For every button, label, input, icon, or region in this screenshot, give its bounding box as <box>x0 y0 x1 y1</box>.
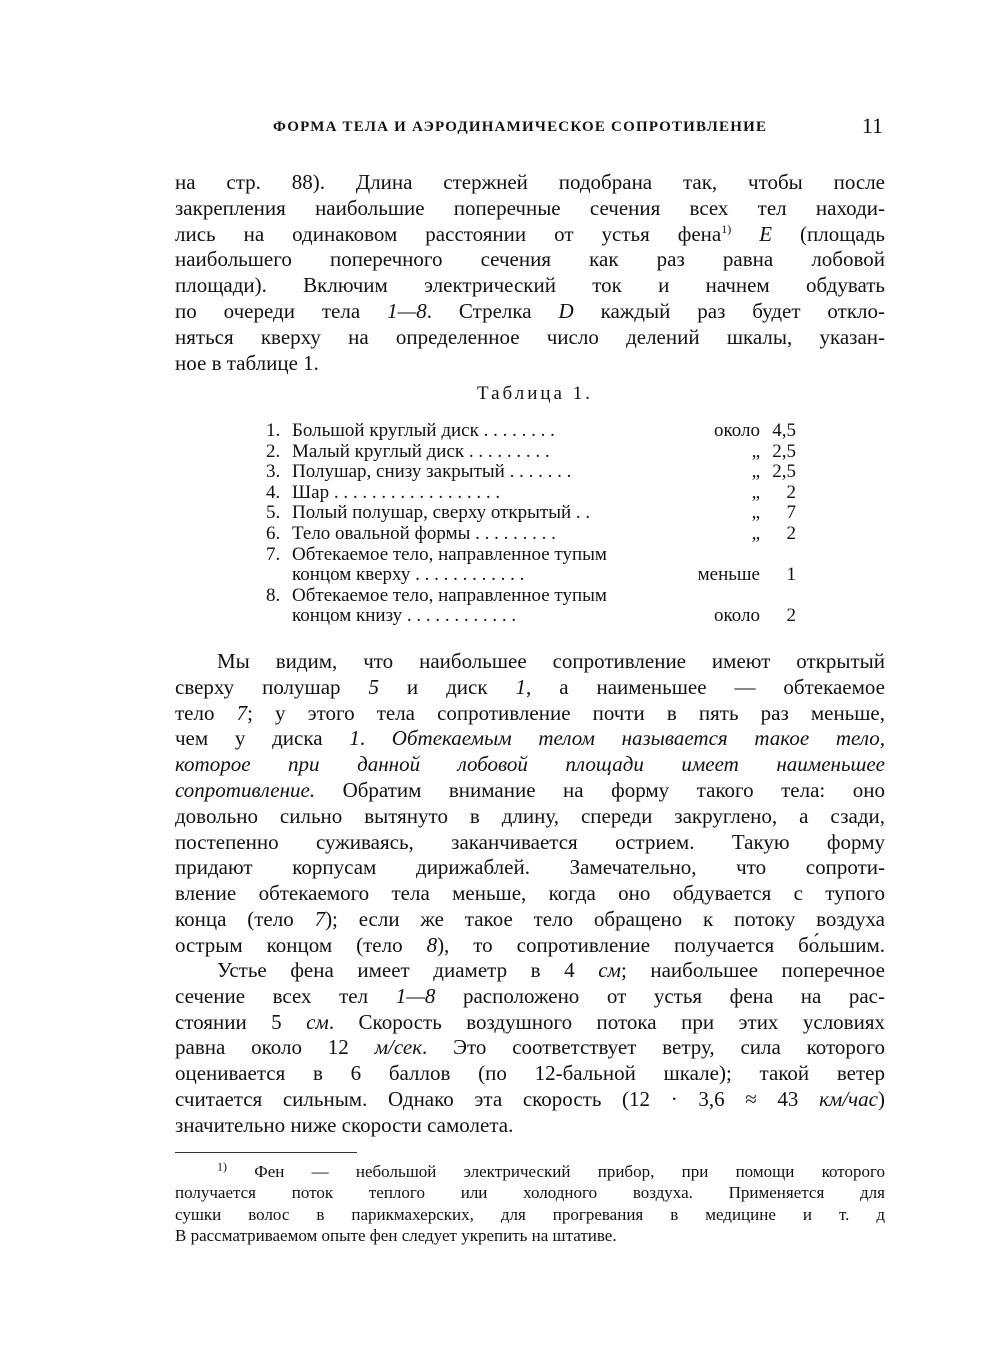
text-segment: ; наибольшее поперечное <box>620 958 885 982</box>
row-qualifier: меньше <box>697 564 760 586</box>
text-line <box>175 855 885 881</box>
text-segment: закрепления наибольшие поперечные сечения всех тел находи- <box>175 195 885 220</box>
table-row <box>266 483 796 504</box>
text-line <box>175 933 885 959</box>
italic-text: E <box>759 221 773 246</box>
text-line <box>175 881 885 907</box>
text-line <box>175 701 885 727</box>
text-line <box>175 170 885 196</box>
text-segment: ); если же такое тело обращено к потоку воздуха <box>325 906 885 931</box>
text-line <box>175 1061 885 1087</box>
italic-text: 1 <box>349 726 360 751</box>
footnote-divider <box>175 1152 357 1153</box>
table-row <box>266 421 796 442</box>
row-label: Обтекаемое тело, направленное тупым <box>292 543 607 565</box>
table-row <box>266 524 796 545</box>
text-segment: ное в таблице 1. <box>175 350 319 375</box>
paragraph-1 <box>175 170 885 376</box>
row-number: 6. <box>266 522 281 544</box>
text-segment: значительно ниже скорости самолета. <box>175 1112 514 1137</box>
row-qualifier: около <box>714 420 760 441</box>
row-qualifier: „ <box>751 461 760 483</box>
text-line <box>175 958 885 984</box>
text-segment: (площадь <box>772 221 885 246</box>
row-label: концом книзу . . . . . . . . . . . . <box>292 605 517 627</box>
row-qualifier: около <box>714 605 760 627</box>
row-qualifier: „ <box>751 522 760 544</box>
text-segment: вление обтекаемого тела меньше, когда оно обдувается с тупого <box>175 881 885 906</box>
running-title: ФОРМА ТЕЛА И АЭРОДИНАМИЧЕСКОЕ СОПРОТИВЛЕНИЕ <box>273 119 768 135</box>
row-label: Обтекаемое тело, направленное тупым <box>292 584 607 606</box>
text-segment: по очереди тела <box>175 298 388 323</box>
text-segment: постепенно суживаясь, заканчивается острием. Такую форму <box>175 829 885 854</box>
row-value: 7 <box>786 502 796 524</box>
text-segment: расположено от устья фена на рас- <box>435 983 885 1008</box>
page-number: 11 <box>861 113 883 138</box>
text-segment: получается поток теплого или холодного воздуха. Применяется для <box>175 1183 885 1203</box>
italic-text: которое при данной лобовой площади имеет наименьшее <box>175 752 885 777</box>
text-line <box>175 752 885 778</box>
page-header <box>273 113 883 143</box>
italic-text: км/час <box>819 1086 878 1111</box>
text-segment: . <box>359 726 392 751</box>
italic-text: 1—8 <box>387 298 427 323</box>
text-line <box>175 351 885 377</box>
text-line <box>175 1087 885 1113</box>
row-number: 5. <box>266 502 281 524</box>
italic-text: 1 <box>515 674 527 699</box>
footnote <box>175 1161 885 1246</box>
text-segment: сечение всех тел <box>175 983 396 1008</box>
text-segment: сушки волос в парикмахерских, для прогревания в медицине и т. д <box>175 1204 885 1224</box>
text-segment: придают корпусам дирижаблей. Замечательно, что сопроти- <box>175 855 885 880</box>
row-value: 2 <box>786 481 796 503</box>
row-value: 1 <box>786 564 796 586</box>
text-segment: ), то сопротивление получается бо́льшим. <box>437 932 885 957</box>
text-segment: на стр. 88). Длина стержней подобрана так, чтобы после <box>175 170 885 194</box>
table-row <box>266 503 796 524</box>
text-segment: ; у этого тела сопротивление почти в пять раз меньше, <box>247 700 885 725</box>
text-line <box>175 196 885 222</box>
text-line <box>175 1225 885 1246</box>
text-line <box>175 1035 885 1061</box>
text-line <box>175 1010 885 1036</box>
row-qualifier: „ <box>751 440 760 462</box>
text-segment: и диск <box>378 674 516 699</box>
table-row <box>266 442 796 463</box>
text-line <box>175 726 885 752</box>
text-line <box>175 325 885 351</box>
text-segment: няться кверху на определенное число делений шкалы, указан- <box>175 324 885 349</box>
text-line <box>175 247 885 273</box>
table-row <box>266 586 796 607</box>
row-label: Тело овальной формы . . . . . . . . . <box>292 522 556 544</box>
resistance-table <box>266 421 796 627</box>
text-line <box>175 984 885 1010</box>
row-label: Полый полушар, сверху открытый . . <box>292 502 591 524</box>
italic-text: см <box>598 958 621 982</box>
text-line <box>175 675 885 701</box>
italic-text: Обтекаемым телом называется такое тело, <box>391 726 885 751</box>
row-number: 8. <box>266 584 281 606</box>
text-segment: Фен — небольшой электрический прибор, при помощи которого <box>227 1162 885 1181</box>
row-label: Шар . . . . . . . . . . . . . . . . . . <box>292 481 501 503</box>
text-line <box>175 299 885 325</box>
row-number: 1. <box>266 420 281 441</box>
table-row <box>266 545 796 566</box>
text-line <box>175 1182 885 1203</box>
italic-text: сопротивление. <box>175 777 316 802</box>
text-line <box>175 907 885 933</box>
text-line <box>175 222 885 248</box>
text-segment: , а наименьшее — обтекаемое <box>526 674 885 699</box>
row-label: Малый круглый диск . . . . . . . . . <box>292 440 550 462</box>
text-segment: каждый раз будет откло- <box>573 298 885 323</box>
table-row <box>266 606 796 627</box>
text-segment: острым концом (тело <box>175 932 427 957</box>
italic-text: см <box>306 1009 329 1034</box>
table-row <box>266 462 796 483</box>
row-number: 4. <box>266 481 281 503</box>
row-value: 2 <box>786 605 796 627</box>
row-value: 2,5 <box>772 461 796 483</box>
text-segment: оценивается в 6 баллов (по 12-бальной шкале); такой ветер <box>175 1061 885 1086</box>
row-value: 2 <box>786 522 796 544</box>
text-line <box>175 649 885 675</box>
text-segment: равна около 12 <box>175 1035 375 1060</box>
table-title: Таблица 1. <box>476 383 593 404</box>
text-segment: ) <box>878 1086 885 1111</box>
row-label: Полушар, снизу закрытый . . . . . . . <box>292 461 572 483</box>
text-segment: сверху полушар <box>175 674 369 699</box>
text-line <box>175 1113 885 1139</box>
row-number: 2. <box>266 440 281 462</box>
row-label: концом кверху . . . . . . . . . . . . <box>292 564 525 586</box>
text-segment: . Это соответствует ветру, сила которого <box>422 1035 885 1060</box>
text-segment: В рассматриваемом опыте фен следует укрепить на штативе. <box>175 1225 617 1245</box>
text-line <box>175 1161 885 1182</box>
footnote-marker: 1) <box>217 1161 227 1174</box>
italic-text: 7 <box>314 906 326 931</box>
table-row <box>266 565 796 586</box>
row-value: 4,5 <box>772 420 796 441</box>
text-segment <box>731 222 759 246</box>
text-line <box>175 778 885 804</box>
italic-text: м/сек <box>374 1035 423 1060</box>
paragraph-2 <box>175 649 885 959</box>
text-segment: тело <box>175 700 237 725</box>
row-number: 3. <box>266 461 281 483</box>
text-segment: стоянии 5 <box>175 1009 307 1034</box>
text-segment: наибольшего поперечного сечения как раз равна лобовой <box>175 247 885 272</box>
text-line <box>175 1204 885 1225</box>
text-segment: . Скорость воздушного потока при этих условиях <box>328 1009 885 1034</box>
text-line <box>175 804 885 830</box>
footnote-marker: 1) <box>721 221 732 236</box>
paragraph-3 <box>175 958 885 1139</box>
text-segment: довольно сильно вытянуто в длину, спереди закруглено, а сзади, <box>175 803 885 828</box>
italic-text: 7 <box>236 700 248 725</box>
text-segment: Обратим внимание на форму такого тела: оно <box>315 777 885 802</box>
text-line <box>175 830 885 856</box>
text-segment: считается сильным. Однако эта скорость (12 · 3,6 ≈ 43 <box>175 1086 820 1111</box>
text-segment: чем у диска <box>175 726 350 751</box>
text-segment: лись на одинаковом расстоянии от устья фена <box>175 221 722 246</box>
italic-text: 5 <box>368 674 379 699</box>
row-label: Большой круглый диск . . . . . . . . <box>292 420 555 441</box>
row-qualifier: „ <box>751 481 760 503</box>
row-qualifier: „ <box>751 502 760 524</box>
italic-text: 1—8 <box>395 983 436 1008</box>
text-line <box>175 273 885 299</box>
text-segment: площади). Включим электрический ток и начнем обдувать <box>175 273 885 298</box>
row-value: 2,5 <box>772 440 796 462</box>
row-number: 7. <box>266 543 281 565</box>
text-segment: Мы видим, что наибольшее сопротивление имеют открытый <box>217 649 885 673</box>
italic-text: D <box>558 298 574 323</box>
italic-text: 8 <box>426 932 438 957</box>
text-segment: Устье фена имеет диаметр в 4 <box>217 958 599 982</box>
text-segment: конца (тело <box>175 906 315 931</box>
text-segment: . Стрелка <box>426 298 559 323</box>
